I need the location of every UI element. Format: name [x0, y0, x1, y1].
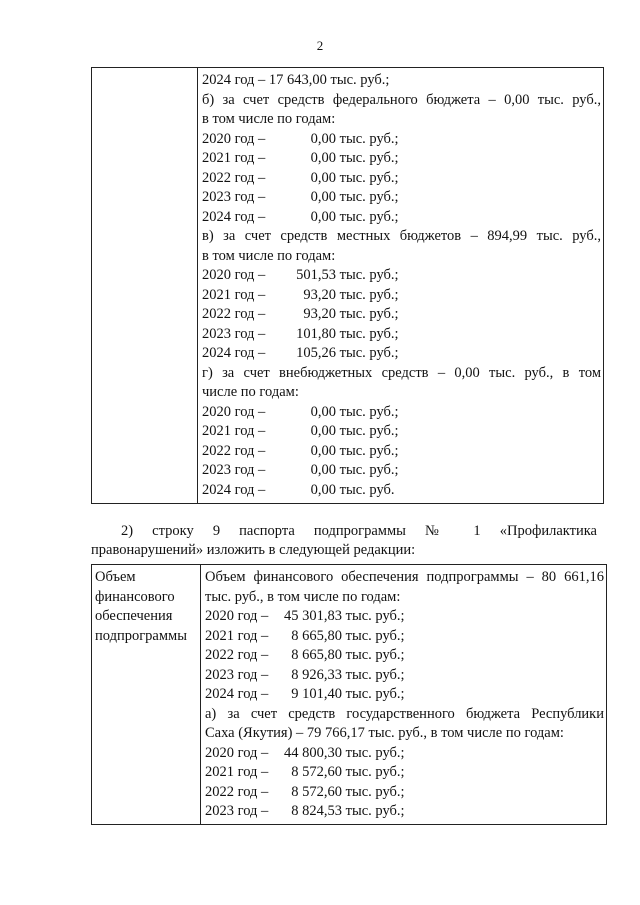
amount-value: 8 572,60 тыс. руб.;	[291, 764, 405, 780]
year-amount-line	[202, 481, 601, 501]
text-line: а) за счет средств государственного бюджета Республики	[205, 705, 604, 722]
amount-value: 0,00 тыс. руб.;	[310, 423, 399, 439]
year-label: 2024 год –	[202, 208, 266, 225]
year-label: 2024 год –	[202, 481, 266, 498]
year-amount-line	[205, 783, 604, 803]
amount-value: 8 665,80 тыс. руб.;	[291, 647, 405, 663]
amount-value: 0,00 тыс. руб.;	[310, 208, 399, 225]
year-label: 2020 год –	[202, 267, 266, 283]
table-label-cell	[92, 565, 201, 825]
amount-value: 0,00 тыс. руб.;	[310, 169, 399, 186]
subprogram-funding-table	[91, 564, 607, 825]
year-label: 2021 год –	[202, 286, 266, 303]
amount-value: 8 824,53 тыс. руб.;	[291, 803, 405, 819]
year-label: 2023 год –	[205, 666, 269, 683]
year-amount-line	[202, 169, 601, 189]
year-amount-line	[202, 188, 601, 208]
label-line: Объем	[95, 569, 136, 585]
year-label: 2022 год –	[202, 306, 266, 322]
year-label: 2020 год –	[202, 403, 266, 420]
page-number: 2	[316, 38, 324, 53]
year-label: 2024 год –	[202, 345, 266, 361]
year-label: 2020 год –	[202, 130, 266, 147]
amount-value: 44 800,30 тыс. руб.;	[284, 744, 405, 761]
year-label: 2023 год –	[202, 189, 266, 205]
year-amount-line	[202, 422, 601, 442]
year-amount-line	[205, 802, 604, 822]
year-amount-line	[202, 266, 601, 286]
text-line: в) за счет средств местных бюджетов – 894,99 тыс. руб.,	[202, 228, 601, 244]
year-label: 2021 год –	[202, 423, 266, 439]
year-amount-line	[202, 403, 601, 423]
year-label: 2022 год –	[202, 169, 266, 186]
label-line: подпрограммы	[95, 627, 187, 644]
year-label: 2020 год –	[205, 608, 269, 624]
year-amount-line	[202, 344, 601, 364]
year-amount-line	[205, 627, 604, 647]
year-amount-line	[205, 763, 604, 783]
year-label: 2023 год –	[205, 803, 269, 819]
text-line: Саха (Якутия) – 79 766,17 тыс. руб., в том числе по годам:	[205, 725, 564, 741]
funding-lines	[205, 568, 604, 822]
year-amount-line	[205, 666, 604, 686]
amount-value: 0,00 тыс. руб.;	[310, 150, 399, 166]
table-value-cell	[201, 565, 607, 825]
year-label: 2020 год –	[205, 744, 269, 761]
year-amount-line	[205, 646, 604, 666]
table-value-cell	[198, 68, 604, 504]
year-amount-line	[202, 442, 601, 462]
amount-value: 0,00 тыс. руб.;	[310, 130, 399, 147]
amount-value: 8 926,33 тыс. руб.;	[291, 666, 405, 683]
year-amount-line	[202, 208, 601, 228]
amount-value: 45 301,83 тыс. руб.;	[284, 608, 405, 624]
year-label: 2022 год –	[202, 442, 266, 459]
year-amount-line	[202, 461, 601, 481]
amount-value: 0,00 тыс. руб.	[310, 481, 395, 498]
amount-value: 0,00 тыс. руб.;	[310, 462, 399, 478]
label-line: финансового	[95, 588, 175, 605]
amount-value: 0,00 тыс. руб.;	[310, 403, 399, 420]
text-line: б) за счет средств федерального бюджета – 0,00 тыс. руб.,	[202, 91, 601, 108]
year-amount-line	[205, 685, 604, 705]
amount-value: 8 572,60 тыс. руб.;	[291, 783, 405, 800]
paragraph-line: правонарушений» изложить в следующей редакции:	[91, 542, 416, 558]
text-line: числе по годам:	[202, 384, 299, 400]
text-line: в том числе по годам:	[202, 247, 336, 264]
table-label-cell-empty	[92, 68, 198, 504]
text-line: 2024 год – 17 643,00 тыс. руб.;	[202, 72, 390, 88]
text-line: г) за счет внебюджетных средств – 0,00 тыс. руб., в том	[202, 364, 601, 381]
year-label: 2022 год –	[205, 647, 269, 663]
text-line: Объем финансового обеспечения подпрограммы – 80 661,16	[205, 569, 604, 585]
amount-value: 0,00 тыс. руб.;	[310, 442, 399, 459]
amount-value: 93,20 тыс. руб.;	[303, 286, 399, 303]
text-line: в том числе по годам:	[202, 111, 336, 127]
paragraph-line: 2) строку 9 паспорта подпрограммы № 1 «Профилактика	[121, 523, 597, 539]
year-amount-line	[202, 305, 601, 325]
year-label: 2021 год –	[205, 764, 269, 780]
amount-value: 93,20 тыс. руб.;	[303, 306, 399, 322]
amount-value: 8 665,80 тыс. руб.;	[291, 627, 405, 644]
amount-value: 101,80 тыс. руб.;	[296, 325, 399, 342]
amendment-paragraph	[91, 522, 597, 560]
text-line: тыс. руб., в том числе по годам:	[205, 588, 401, 605]
amount-value: 9 101,40 тыс. руб.;	[291, 686, 405, 702]
year-label: 2021 год –	[202, 150, 266, 166]
funding-lines	[202, 71, 601, 500]
year-amount-line	[205, 744, 604, 764]
year-label: 2023 год –	[202, 325, 266, 342]
year-amount-line	[205, 607, 604, 627]
year-label: 2021 год –	[205, 627, 269, 644]
label-line: обеспечения	[95, 608, 173, 624]
funding-table-continued	[91, 67, 604, 504]
year-amount-line	[202, 286, 601, 306]
amount-value: 105,26 тыс. руб.;	[296, 345, 399, 361]
year-amount-line	[202, 130, 601, 150]
year-label: 2023 год –	[202, 462, 266, 478]
year-amount-line	[202, 149, 601, 169]
amount-value: 501,53 тыс. руб.;	[296, 267, 399, 283]
year-amount-line	[202, 325, 601, 345]
year-label: 2024 год –	[205, 686, 269, 702]
year-label: 2022 год –	[205, 783, 269, 800]
amount-value: 0,00 тыс. руб.;	[310, 189, 399, 205]
